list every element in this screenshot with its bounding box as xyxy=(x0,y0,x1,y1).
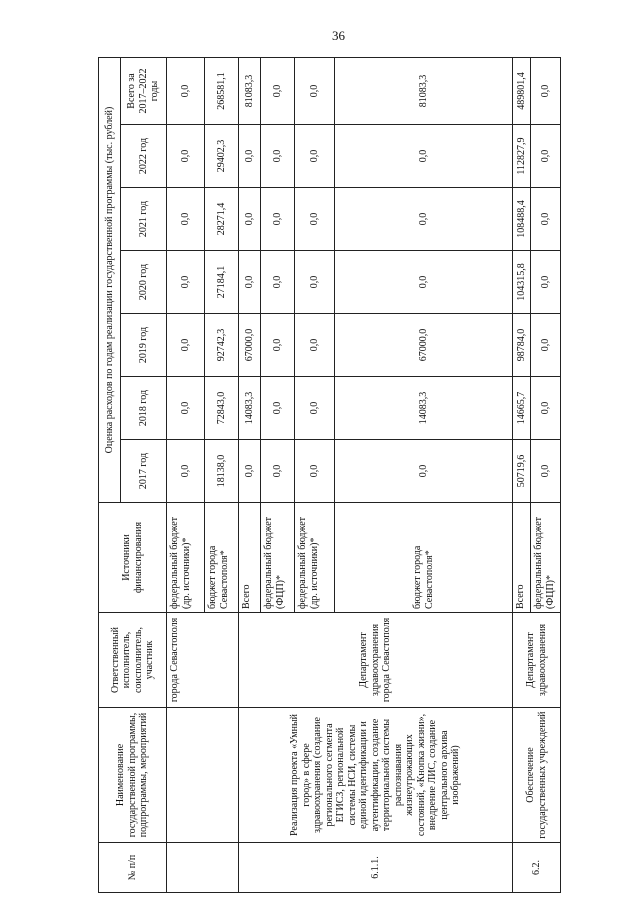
value-cell: 0,0 xyxy=(239,125,261,188)
total-cell: 268581,1 xyxy=(205,57,239,124)
header-year: 2020 год xyxy=(121,251,167,314)
value-cell: 0,0 xyxy=(261,377,295,440)
value-cell: 98784,0 xyxy=(513,314,531,377)
value-cell: 29402,3 xyxy=(205,125,239,188)
name-cell: Реализация проекта «Умный город» в сфере здравоохранения (создание регионального сегмента ЕГИСЗ, региональной системы НСИ, системы единой идентификации и аутентификации, создание территориальной системы распознавания жизнеугрожающих состояний, «Кнопка жизни», внедрение ЛИС, создание центрального архива изображений) xyxy=(239,708,513,843)
value-cell: 0,0 xyxy=(239,440,261,503)
value-cell: 0,0 xyxy=(531,314,561,377)
value-cell: 0,0 xyxy=(261,251,295,314)
value-cell: 0,0 xyxy=(531,125,561,188)
value-cell: 0,0 xyxy=(295,188,335,251)
source-cell: Всего xyxy=(239,503,261,613)
header-year: 2017 год xyxy=(121,440,167,503)
rotated-table-wrapper xyxy=(98,58,556,893)
header-responsible: Ответственный исполнитель, соисполнитель, участник xyxy=(99,613,167,708)
source-cell: федеральный бюджет (ФЦП)* xyxy=(261,503,295,613)
value-cell: 0,0 xyxy=(239,188,261,251)
header-year: 2022 год xyxy=(121,125,167,188)
page-number: 36 xyxy=(332,28,345,43)
value-cell: 0,0 xyxy=(531,251,561,314)
value-cell: 0,0 xyxy=(531,188,561,251)
value-cell: 72843,0 xyxy=(205,377,239,440)
value-cell: 14665,7 xyxy=(513,377,531,440)
total-cell: 81083,3 xyxy=(335,57,513,124)
value-cell: 108488,4 xyxy=(513,188,531,251)
table-row xyxy=(167,57,205,892)
value-cell: 14083,3 xyxy=(335,377,513,440)
value-cell: 18138,0 xyxy=(205,440,239,503)
total-cell: 81083,3 xyxy=(239,57,261,124)
value-cell: 0,0 xyxy=(167,188,205,251)
value-cell: 104315,8 xyxy=(513,251,531,314)
header-estimate-group: Оценка расходов по годам реализации государственной программы (тыс. рублей) xyxy=(99,57,121,502)
value-cell: 0,0 xyxy=(335,188,513,251)
total-cell: 0,0 xyxy=(261,57,295,124)
name-cell: Обеспечение государственных учреждений xyxy=(513,708,561,843)
value-cell: 0,0 xyxy=(261,440,295,503)
value-cell: 0,0 xyxy=(261,125,295,188)
value-cell: 67000,0 xyxy=(239,314,261,377)
value-cell: 0,0 xyxy=(295,440,335,503)
source-cell: федеральный бюджет (др. источники)* xyxy=(295,503,335,613)
total-cell: 0,0 xyxy=(531,57,561,124)
header-year: 2018 год xyxy=(121,377,167,440)
header-year: 2021 год xyxy=(121,188,167,251)
header-year: 2019 год xyxy=(121,314,167,377)
source-cell: бюджет города Севастополя* xyxy=(335,503,513,613)
num-cell: 6.2. xyxy=(513,843,561,893)
value-cell: 0,0 xyxy=(531,440,561,503)
name-cell xyxy=(167,708,239,843)
total-cell: 0,0 xyxy=(295,57,335,124)
value-cell: 0,0 xyxy=(295,314,335,377)
value-cell: 0,0 xyxy=(335,125,513,188)
value-cell: 0,0 xyxy=(167,440,205,503)
source-cell: бюджет города Севастополя* xyxy=(205,503,239,613)
header-num: № п/п xyxy=(99,843,167,893)
value-cell: 50719,6 xyxy=(513,440,531,503)
value-cell: 0,0 xyxy=(295,377,335,440)
table-row xyxy=(513,57,531,892)
value-cell: 0,0 xyxy=(335,440,513,503)
table-row xyxy=(239,57,261,892)
value-cell: 0,0 xyxy=(167,314,205,377)
total-cell: 489801,4 xyxy=(513,57,531,124)
value-cell: 0,0 xyxy=(295,251,335,314)
value-cell: 0,0 xyxy=(295,125,335,188)
budget-table xyxy=(98,57,561,893)
source-cell: Всего xyxy=(513,503,531,613)
header-name: Наименование государственной программы, подпрограммы, мероприятий xyxy=(99,708,167,843)
value-cell: 0,0 xyxy=(531,377,561,440)
value-cell: 67000,0 xyxy=(335,314,513,377)
source-cell: федеральный бюджет (др. источники)* xyxy=(167,503,205,613)
value-cell: 0,0 xyxy=(167,377,205,440)
value-cell: 0,0 xyxy=(167,251,205,314)
value-cell: 0,0 xyxy=(335,251,513,314)
responsible-cell: Департамент здравоохранения города Севастополя xyxy=(239,613,513,708)
responsible-cell: Департамент здравоохранения xyxy=(513,613,561,708)
value-cell: 0,0 xyxy=(167,125,205,188)
source-cell: федеральный бюджет (ФЦП)* xyxy=(531,503,561,613)
num-cell: 6.1.1. xyxy=(239,843,513,893)
value-cell: 0,0 xyxy=(261,314,295,377)
value-cell: 14083,3 xyxy=(239,377,261,440)
header-total: Всего за 2017–2022 годы xyxy=(121,57,167,124)
value-cell: 0,0 xyxy=(261,188,295,251)
value-cell: 28271,4 xyxy=(205,188,239,251)
num-cell xyxy=(167,843,239,893)
value-cell: 112827,9 xyxy=(513,125,531,188)
value-cell: 27184,1 xyxy=(205,251,239,314)
responsible-cell: города Севастополя xyxy=(167,613,239,708)
header-source: Источники финансирования xyxy=(99,503,167,613)
value-cell: 92742,3 xyxy=(205,314,239,377)
value-cell: 0,0 xyxy=(239,251,261,314)
total-cell: 0,0 xyxy=(167,57,205,124)
